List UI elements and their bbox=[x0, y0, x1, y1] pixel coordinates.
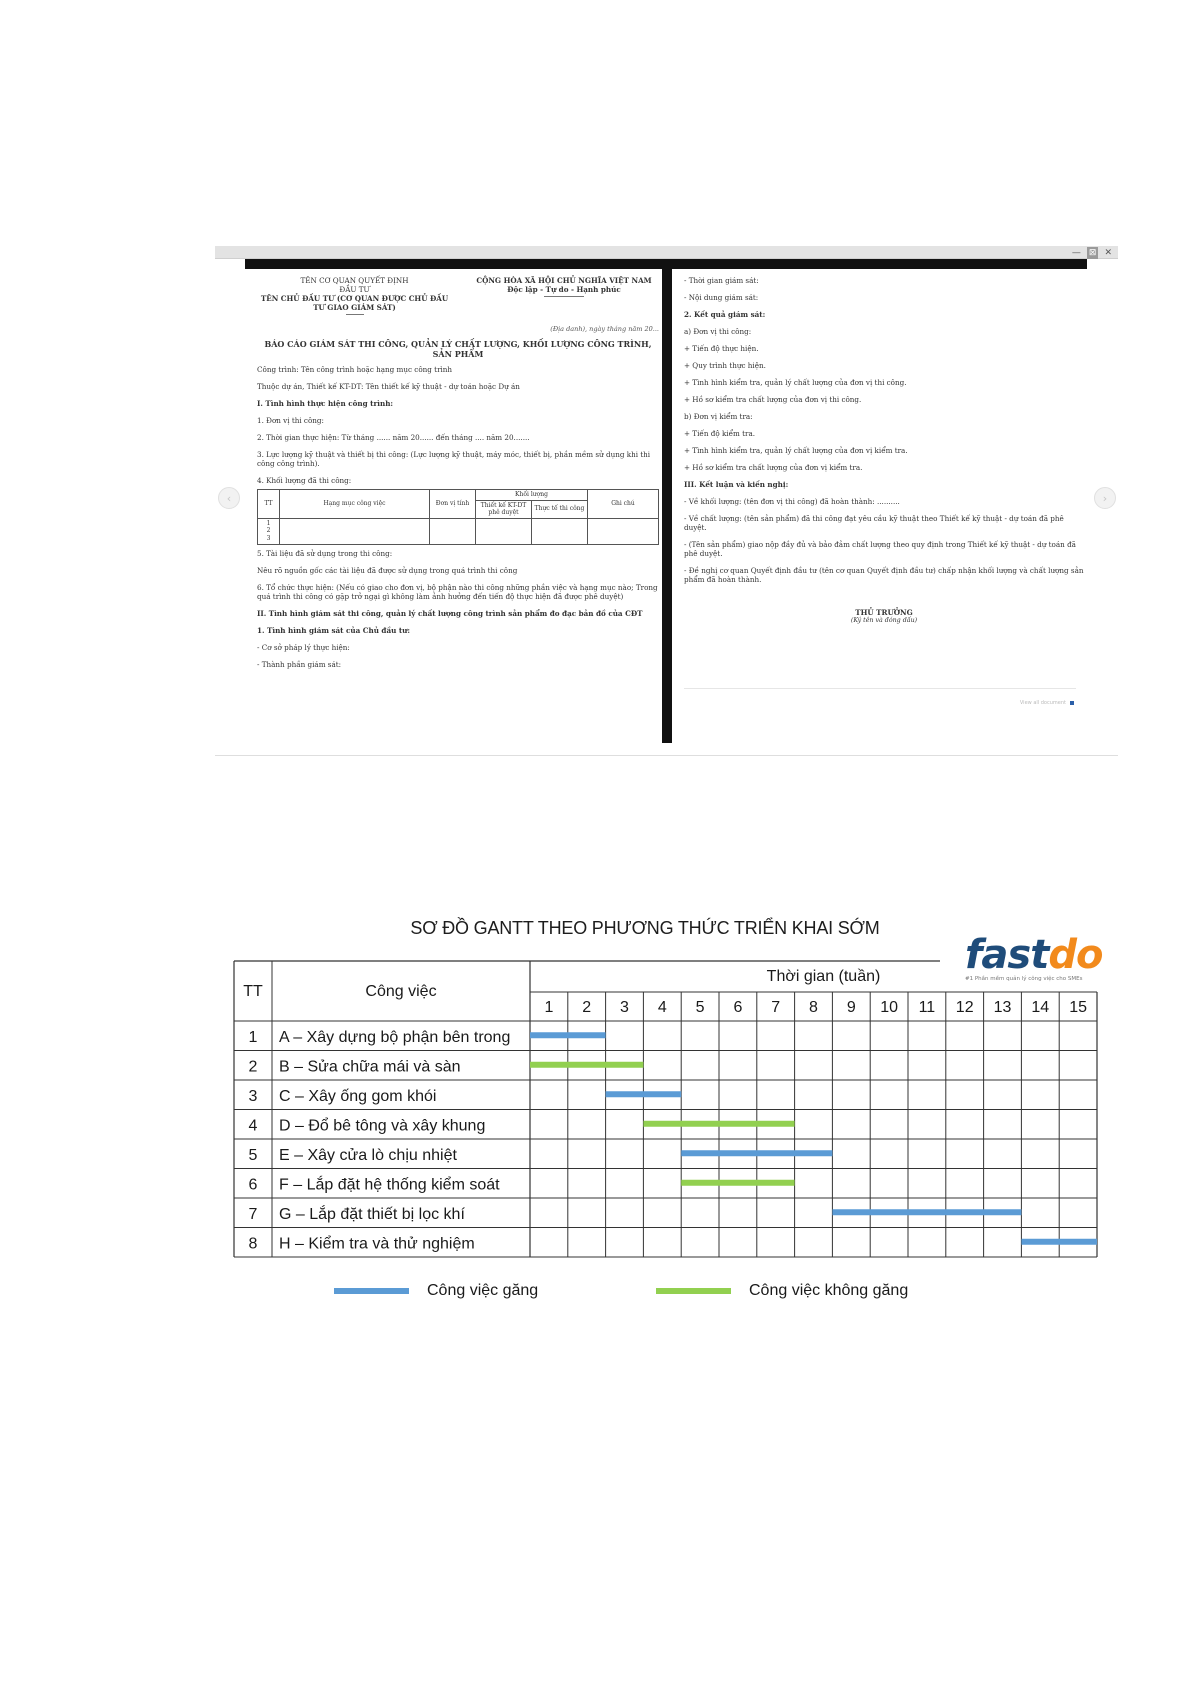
doc-line: 4. Khối lượng đã thi công: bbox=[257, 476, 352, 486]
close-icon[interactable]: ✕ bbox=[1104, 247, 1112, 258]
doc-heading: III. Kết luận và kiến nghị: bbox=[684, 480, 789, 489]
doc-line: + Tình hình kiểm tra, quản lý chất lượng của đơn vị thi công. bbox=[684, 378, 907, 387]
republic-title: CỘNG HÒA XÃ HỘI CHỦ NGHĨA VIỆT NAM bbox=[476, 276, 652, 285]
table-header: Thực tế thi công bbox=[532, 500, 588, 518]
doc-line: a) Đơn vị thi công: bbox=[684, 327, 752, 336]
doc-line: 5. Tài liệu đã sử dụng trong thi công: bbox=[257, 549, 393, 559]
task-number: 3 bbox=[248, 1087, 258, 1105]
legend-label-noncritical: Công việc không găng bbox=[749, 1282, 909, 1299]
week-label: 12 bbox=[955, 999, 974, 1016]
week-label: 6 bbox=[733, 999, 743, 1016]
gantt-title: SƠ ĐỒ GANTT THEO PHƯƠNG THỨC TRIỂN KHAI SỚM bbox=[410, 918, 880, 938]
doc-line: + Tiến độ thực hiện. bbox=[684, 344, 759, 353]
doc-line: - Về chất lượng: (tên sản phẩm) đã thi công đạt yêu cầu kỹ thuật theo Thiết kế kỹ thuật - dự toán đã phê duyệt. bbox=[684, 514, 1064, 532]
table-header: Khối lượng bbox=[476, 490, 588, 501]
agency-name: TÊN CƠ QUAN QUYẾT ĐỊNH bbox=[300, 276, 409, 285]
week-label: 1 bbox=[544, 999, 554, 1016]
fit-page-icon[interactable]: ⊠ bbox=[1088, 247, 1097, 258]
table-header: Đơn vị tính bbox=[430, 490, 476, 519]
gantt-legend bbox=[334, 1282, 1034, 1306]
task-name: F – Lắp đặt hệ thống kiểm soát bbox=[279, 1176, 500, 1194]
investor-name: TƯ GIAO GIÁM SÁT) bbox=[313, 303, 396, 312]
legend-label-critical: Công việc găng bbox=[427, 1282, 539, 1299]
gantt-bar-noncritical bbox=[681, 1180, 794, 1186]
investor-name: TÊN CHỦ ĐẦU TƯ (CƠ QUAN ĐƯỢC CHỦ ĐẦU bbox=[260, 294, 449, 303]
legend-item-noncritical bbox=[656, 1282, 908, 1300]
signature-title: THỦ TRƯỞNG bbox=[855, 608, 913, 617]
doc-line: - Nội dung giám sát: bbox=[684, 293, 759, 302]
gantt-bar-noncritical bbox=[643, 1121, 794, 1127]
header-time: Thời gian (tuần) bbox=[766, 968, 881, 985]
doc-line: + Tình hình kiểm tra, quản lý chất lượng của đơn vị kiểm tra. bbox=[684, 446, 908, 455]
table-row-number: 3 bbox=[266, 535, 271, 543]
week-label: 11 bbox=[918, 999, 936, 1016]
doc-heading: II. Tình hình giám sát thi công, quản lý chất lượng công trình sản phẩm đo đạc bản đồ của CĐT bbox=[257, 609, 643, 619]
prev-page-arrow-icon[interactable]: ‹ bbox=[218, 487, 240, 509]
week-label: 13 bbox=[993, 999, 1012, 1016]
task-name: B – Sửa chữa mái và sàn bbox=[279, 1058, 461, 1076]
doc-line: + Tiến độ kiểm tra. bbox=[684, 429, 756, 438]
table-row-number: 1 bbox=[266, 519, 271, 527]
legend-swatch-noncritical bbox=[656, 1288, 731, 1294]
week-label: 3 bbox=[620, 999, 629, 1016]
week-label: 7 bbox=[771, 999, 781, 1016]
header-tt: TT bbox=[243, 983, 263, 1000]
doc-line: - Thời gian giám sát: bbox=[684, 276, 759, 285]
doc-line: - Thành phần giám sát: bbox=[257, 660, 342, 670]
week-label: 15 bbox=[1069, 999, 1087, 1016]
logo-word-fast: fast bbox=[965, 932, 1049, 978]
doc-line: + Hồ sơ kiểm tra chất lượng của đơn vị kiểm tra. bbox=[684, 463, 863, 472]
task-name: E – Xây cửa lò chịu nhiệt bbox=[279, 1146, 457, 1164]
task-number: 1 bbox=[248, 1028, 258, 1046]
doc-line: Thuộc dự án, Thiết kế KT-DT: Tên thiết kế kỹ thuật - dự toán hoặc Dự án bbox=[257, 382, 520, 392]
task-name: H – Kiểm tra và thử nghiệm bbox=[279, 1235, 475, 1253]
doc-line: b) Đơn vị kiểm tra: bbox=[684, 412, 753, 421]
week-label: 14 bbox=[1031, 999, 1050, 1016]
doc-line: 6. Tổ chức thực hiện: (Nếu có giao cho đơn vị, bộ phận nào thi công những phần việc và hạng mục nào; Trong quá trình thi công có gặp trở ngại gì không làm ảnh hưởng đến tiến độ thực hiện đã được phê duyệt) bbox=[257, 583, 658, 602]
doc-line: - (Tên sản phẩm) giao nộp đầy đủ và bảo đảm chất lượng theo quy định trong Thiết kế kỹ thuật - dự toán đã phê duyệt. bbox=[684, 540, 1076, 558]
gantt-bar-critical bbox=[530, 1032, 606, 1038]
legend-item-critical bbox=[334, 1282, 538, 1300]
week-label: 9 bbox=[846, 999, 856, 1016]
doc-heading: I. Tình hình thực hiện công trình: bbox=[257, 399, 394, 409]
date-line: (Địa danh), ngày tháng năm 20... bbox=[550, 325, 659, 333]
task-number: 5 bbox=[248, 1146, 258, 1164]
table-row-number: 2 bbox=[266, 527, 271, 535]
doc-line: - Đề nghị cơ quan Quyết định đầu tư (tên cơ quan Quyết định đầu tư) chấp nhận khối lượng và chất lượng sản phẩm đã hoàn thành. bbox=[684, 566, 1084, 584]
week-label: 8 bbox=[809, 999, 818, 1016]
doc-line: + Quy trình thực hiện. bbox=[684, 361, 766, 370]
doc-line: Công trình: Tên công trình hoặc hạng mục công trình bbox=[257, 365, 453, 375]
gantt-bar-critical bbox=[1021, 1239, 1097, 1245]
logo-tagline: #1 Phần mềm quản lý công việc cho SMEs bbox=[965, 976, 1083, 982]
doc-line: 3. Lực lượng kỹ thuật và thiết bị thi công: (Lực lượng kỹ thuật, máy móc, thiết bị, phần mềm sử dụng khi thi công công trình). bbox=[257, 450, 651, 469]
view-all-label: View all document bbox=[1019, 700, 1066, 706]
task-name: D – Đổ bê tông và xây khung bbox=[279, 1117, 486, 1135]
week-label: 2 bbox=[582, 999, 592, 1016]
legend-swatch-critical bbox=[334, 1288, 409, 1294]
gantt-bar-critical bbox=[832, 1209, 1021, 1215]
republic-motto: Độc lập - Tự do - Hạnh phúc bbox=[507, 285, 621, 294]
gantt-bar-critical bbox=[681, 1150, 832, 1156]
task-name: C – Xây ống gom khói bbox=[279, 1087, 437, 1105]
task-name: G – Lắp đặt thiết bị lọc khí bbox=[279, 1205, 465, 1223]
table-header: Ghi chú bbox=[588, 490, 659, 519]
doc-heading: 1. Tình hình giám sát của Chủ đầu tư: bbox=[257, 626, 411, 636]
doc-line: 2. Thời gian thực hiện: Từ tháng ...... năm 20...... đến tháng .... năm 20....... bbox=[257, 433, 530, 443]
doc-line: - Cơ sở pháp lý thực hiện: bbox=[257, 643, 350, 653]
table-header: TT bbox=[258, 490, 280, 519]
doc-heading: 2. Kết quả giám sát: bbox=[684, 310, 766, 319]
gantt-bar-critical bbox=[606, 1091, 682, 1097]
week-label: 4 bbox=[657, 999, 667, 1016]
signature-note: (Ký tên và đóng dấu) bbox=[850, 617, 918, 624]
doc-line: - Về khối lượng: (tên đơn vị thi công) đã hoàn thành: .......... bbox=[684, 497, 900, 506]
task-name: A – Xây dựng bộ phận bên trong bbox=[279, 1028, 511, 1046]
doc-line: + Hồ sơ kiểm tra chất lượng của đơn vị thi công. bbox=[684, 395, 862, 404]
week-label: 10 bbox=[880, 999, 898, 1016]
agency-name: ĐẦU TƯ bbox=[339, 285, 370, 294]
task-number: 4 bbox=[248, 1117, 258, 1135]
gantt-bar-noncritical bbox=[530, 1062, 643, 1068]
task-number: 2 bbox=[248, 1058, 258, 1076]
minimize-icon[interactable]: — bbox=[1071, 247, 1081, 258]
next-page-arrow-icon[interactable]: › bbox=[1094, 487, 1116, 509]
header-task: Công việc bbox=[365, 983, 437, 1000]
table-header: Hạng mục công việc bbox=[280, 490, 430, 519]
document-title: BÁO CÁO GIÁM SÁT THI CÔNG, QUẢN LÝ CHẤT LƯỢNG, KHỐI LƯỢNG CÔNG TRÌNH, SẢN PHẨM bbox=[264, 339, 652, 360]
doc-line: 1. Đơn vị thi công: bbox=[257, 416, 324, 426]
logo-word-do: do bbox=[1048, 932, 1103, 978]
doc-line: Nêu rõ nguồn gốc các tài liệu đã được sử dụng trong quá trình thi công bbox=[257, 566, 518, 576]
task-number: 6 bbox=[248, 1176, 258, 1194]
task-number: 7 bbox=[248, 1205, 258, 1223]
week-label: 5 bbox=[695, 999, 705, 1016]
task-number: 8 bbox=[248, 1235, 258, 1253]
table-header: Thiết kế KT-DT phê duyệt bbox=[476, 500, 532, 518]
